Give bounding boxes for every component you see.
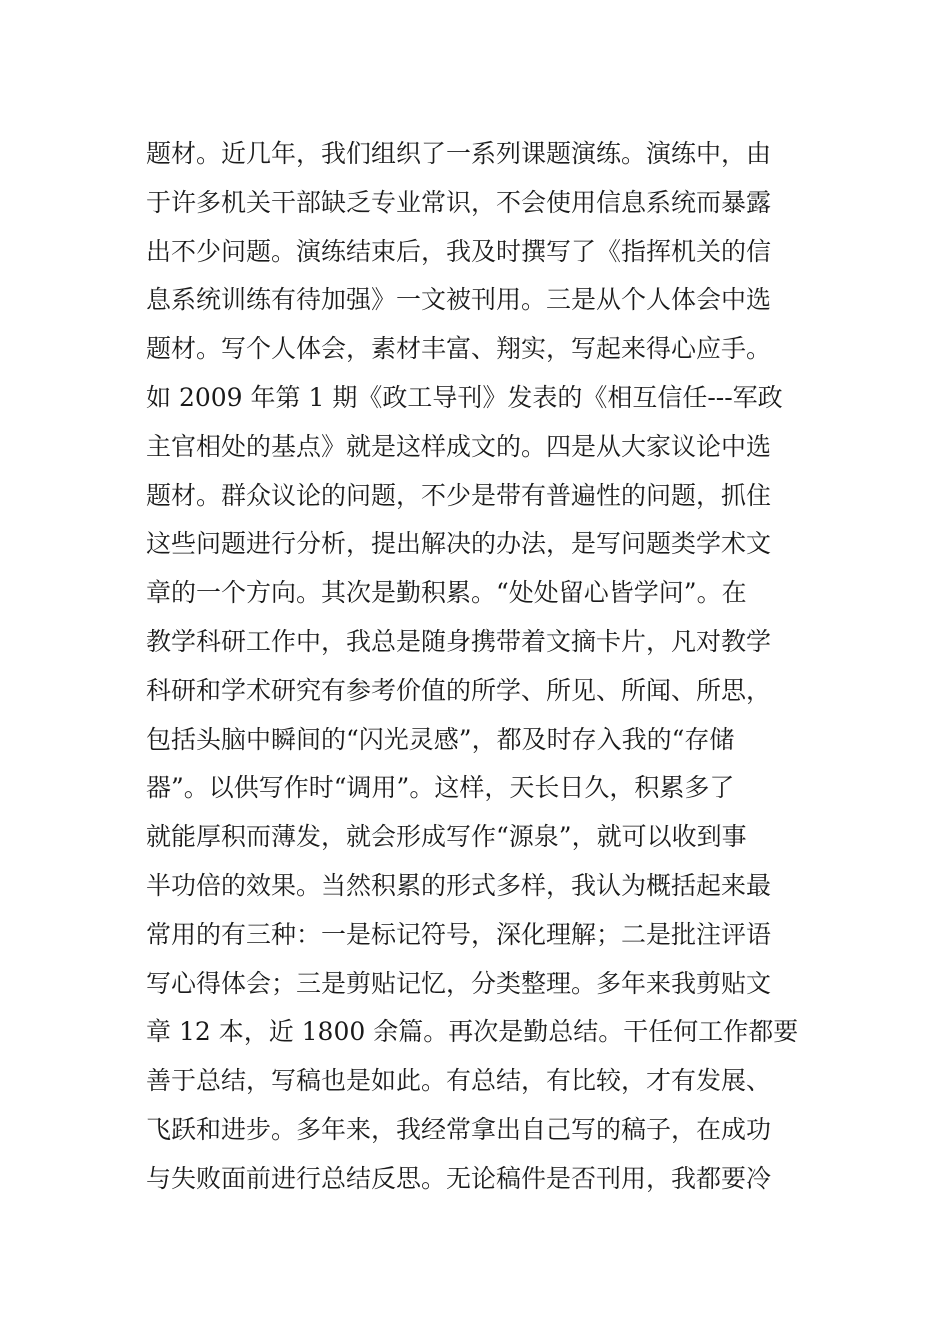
text-line: 题材。群众议论的问题，不少是带有普遍性的问题，抓住 (146, 480, 772, 510)
text-line: 半功倍的效果。当然积累的形式多样，我认为概括起来最 (146, 870, 772, 900)
body-text (146, 130, 816, 1204)
text-line: 器”。以供写作时“调用”。这样，天长日久，积累多了 (146, 773, 735, 803)
text-line: 飞跃和进步。多年来，我经常拿出自己写的稿子，在成功 (146, 1114, 772, 1144)
text-line: 题材。近几年，我们组织了一系列课题演练。演练中，由 (146, 139, 772, 168)
text-line: 包括头脑中瞬间的“闪光灵感”，都及时存入我的“存储 (146, 724, 735, 754)
text-line: 就能厚积而薄发，就会形成写作“源泉”，就可以收到事 (146, 822, 747, 852)
text-line: 于许多机关干部缺乏专业常识，不会使用信息系统而暴露 (146, 187, 772, 217)
text-line: 写心得体会；三是剪贴记忆，分类整理。多年来我剪贴文 (146, 968, 772, 998)
text-line: 章 12 本，近 1800 余篇。再次是勤总结。干任何工作都要 (146, 1017, 799, 1047)
text-line: 这些问题进行分析，提出解决的办法，是写问题类学术文 (146, 529, 772, 559)
text-line: 如 2009 年第 1 期《政工导刊》发表的《相互信任---军政 (146, 382, 783, 412)
text-line: 章的一个方向。其次是勤积累。“处处留心皆学问”。在 (146, 578, 747, 608)
text-line: 科研和学术研究有参考价值的所学、所见、所闻、所思， (146, 675, 772, 705)
text-line: 出不少问题。演练结束后，我及时撰写了《指挥机关的信 (146, 236, 772, 266)
text-line: 主官相处的基点》就是这样成文的。四是从大家议论中选 (146, 431, 772, 461)
text-line: 息系统训练有待加强》一文被刊用。三是从个人体会中选 (146, 285, 772, 315)
text-line: 与失败面前进行总结反思。无论稿件是否刊用，我都要冷 (146, 1163, 772, 1193)
text-line: 常用的有三种：一是标记符号，深化理解；二是批注评语 (146, 919, 772, 949)
text-line: 题材。写个人体会，素材丰富、翔实，写起来得心应手。 (146, 334, 772, 364)
text-line: 教学科研工作中，我总是随身携带着文摘卡片，凡对教学 (146, 626, 772, 656)
text-line: 善于总结，写稿也是如此。有总结，有比较，才有发展、 (146, 1066, 772, 1096)
